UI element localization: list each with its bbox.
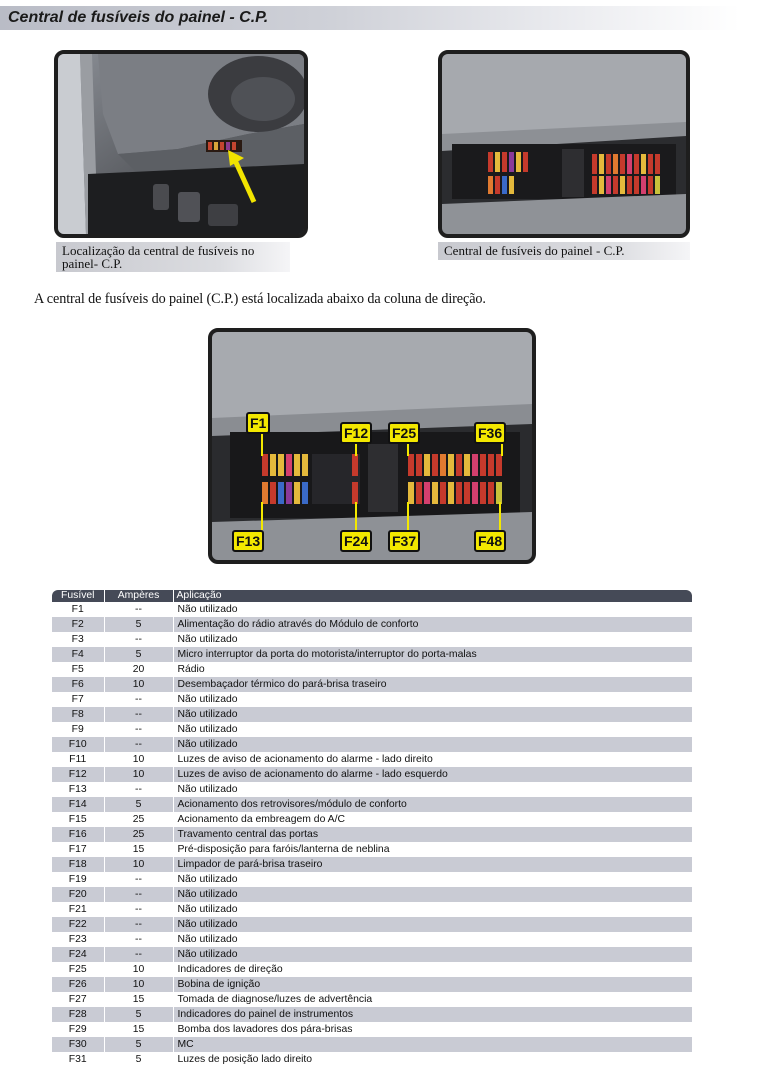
amperes-cell: 10 <box>104 857 173 872</box>
application-cell: Indicadores do painel de instrumentos <box>173 1007 692 1022</box>
fuse-id-cell: F29 <box>52 1022 104 1037</box>
fuse-id-cell: F26 <box>52 977 104 992</box>
application-cell: MC <box>173 1037 692 1052</box>
header-fusivel: Fusível <box>52 590 104 602</box>
fuse-id-cell: F22 <box>52 917 104 932</box>
amperes-cell: 5 <box>104 617 173 632</box>
fuse-panel-caption: Central de fusíveis do painel - C.P. <box>438 242 690 260</box>
location-caption: Localização da central de fusíveis no painel- C.P. <box>56 242 290 272</box>
amperes-cell: -- <box>104 872 173 887</box>
amperes-cell: -- <box>104 902 173 917</box>
table-row <box>52 707 692 722</box>
table-row <box>52 917 692 932</box>
application-cell: Não utilizado <box>173 692 692 707</box>
amperes-cell: 5 <box>104 1052 173 1067</box>
amperes-cell: 25 <box>104 827 173 842</box>
amperes-cell: -- <box>104 722 173 737</box>
table-row <box>52 902 692 917</box>
amperes-cell: 5 <box>104 1037 173 1052</box>
fuse-id-cell: F28 <box>52 1007 104 1022</box>
table-row <box>52 692 692 707</box>
table-header-row <box>52 590 692 602</box>
table-row <box>52 1037 692 1052</box>
amperes-cell: 5 <box>104 647 173 662</box>
amperes-cell: -- <box>104 917 173 932</box>
application-cell: Não utilizado <box>173 932 692 947</box>
table-row <box>52 737 692 752</box>
application-cell: Acionamento dos retrovisores/módulo de conforto <box>173 797 692 812</box>
page-header <box>0 0 781 36</box>
fuse-id-cell: F18 <box>52 857 104 872</box>
amperes-cell: 5 <box>104 797 173 812</box>
table-row <box>52 872 692 887</box>
table-row <box>52 992 692 1007</box>
application-cell: Não utilizado <box>173 737 692 752</box>
amperes-cell: -- <box>104 692 173 707</box>
location-photo <box>54 50 308 238</box>
amperes-cell: 10 <box>104 677 173 692</box>
table-row <box>52 812 692 827</box>
fuse-id-cell: F7 <box>52 692 104 707</box>
table-row <box>52 887 692 902</box>
fuse-id-cell: F8 <box>52 707 104 722</box>
table-row <box>52 632 692 647</box>
fuse-id-cell: F19 <box>52 872 104 887</box>
application-cell: Rádio <box>173 662 692 677</box>
table-row <box>52 962 692 977</box>
table-row <box>52 647 692 662</box>
table-row <box>52 677 692 692</box>
table-row <box>52 947 692 962</box>
location-photo-image <box>58 54 304 234</box>
amperes-cell: -- <box>104 782 173 797</box>
application-cell: Limpador de pará-brisa traseiro <box>173 857 692 872</box>
fuse-id-cell: F3 <box>52 632 104 647</box>
fuse-id-cell: F16 <box>52 827 104 842</box>
table-row <box>52 977 692 992</box>
header-aplicacao: Aplicação <box>173 590 692 602</box>
fuse-label-f48: F48 <box>474 530 506 552</box>
fuse-id-cell: F2 <box>52 617 104 632</box>
fuse-id-cell: F20 <box>52 887 104 902</box>
application-cell: Alimentação do rádio através do Módulo de conforto <box>173 617 692 632</box>
amperes-cell: 15 <box>104 992 173 1007</box>
application-cell: Não utilizado <box>173 947 692 962</box>
application-cell: Micro interruptor da porta do motorista/interruptor do porta-malas <box>173 647 692 662</box>
application-cell: Não utilizado <box>173 782 692 797</box>
header-amperes: Ampères <box>104 590 173 602</box>
fuse-id-cell: F24 <box>52 947 104 962</box>
fuse-label-f37: F37 <box>388 530 420 552</box>
fuse-label-f12: F12 <box>340 422 372 444</box>
fuse-id-cell: F12 <box>52 767 104 782</box>
application-cell: Não utilizado <box>173 722 692 737</box>
fuse-id-cell: F25 <box>52 962 104 977</box>
application-cell: Não utilizado <box>173 902 692 917</box>
amperes-cell: 10 <box>104 977 173 992</box>
application-cell: Não utilizado <box>173 917 692 932</box>
table-row <box>52 842 692 857</box>
table-row <box>52 602 692 617</box>
table-row <box>52 797 692 812</box>
amperes-cell: 15 <box>104 842 173 857</box>
fuse-label-f25: F25 <box>388 422 420 444</box>
application-cell: Indicadores de direção <box>173 962 692 977</box>
fuse-id-cell: F31 <box>52 1052 104 1067</box>
fuse-id-cell: F17 <box>52 842 104 857</box>
application-cell: Bomba dos lavadores dos pára-brisas <box>173 1022 692 1037</box>
fuse-id-cell: F14 <box>52 797 104 812</box>
fuse-label-f36: F36 <box>474 422 506 444</box>
fuse-panel-photo <box>438 50 690 238</box>
fuse-id-cell: F4 <box>52 647 104 662</box>
fuse-id-cell: F27 <box>52 992 104 1007</box>
amperes-cell: 20 <box>104 662 173 677</box>
fuse-id-cell: F23 <box>52 932 104 947</box>
application-cell: Desembaçador térmico do pará-brisa traseiro <box>173 677 692 692</box>
page-title: Central de fusíveis do painel - C.P. <box>8 9 269 26</box>
fuse-table <box>52 590 692 1067</box>
fuse-id-cell: F15 <box>52 812 104 827</box>
fuse-panel-photo-image <box>442 54 686 234</box>
table-row <box>52 722 692 737</box>
fuse-id-cell: F21 <box>52 902 104 917</box>
application-cell: Luzes de posição lado direito <box>173 1052 692 1067</box>
amperes-cell: -- <box>104 707 173 722</box>
amperes-cell: -- <box>104 737 173 752</box>
amperes-cell: 25 <box>104 812 173 827</box>
fuse-id-cell: F6 <box>52 677 104 692</box>
table-row <box>52 1022 692 1037</box>
amperes-cell: -- <box>104 947 173 962</box>
amperes-cell: -- <box>104 632 173 647</box>
application-cell: Luzes de aviso de acionamento do alarme - lado esquerdo <box>173 767 692 782</box>
amperes-cell: 10 <box>104 767 173 782</box>
application-cell: Não utilizado <box>173 872 692 887</box>
fuse-label-f24: F24 <box>340 530 372 552</box>
table-row <box>52 1052 692 1067</box>
table-row <box>52 617 692 632</box>
application-cell: Bobina de ignição <box>173 977 692 992</box>
table-row <box>52 1007 692 1022</box>
application-cell: Acionamento da embreagem do A/C <box>173 812 692 827</box>
amperes-cell: 10 <box>104 962 173 977</box>
fuse-diagram-photo <box>208 328 536 564</box>
application-cell: Pré-disposição para faróis/lanterna de neblina <box>173 842 692 857</box>
table-row <box>52 827 692 842</box>
application-cell: Não utilizado <box>173 632 692 647</box>
fuse-id-cell: F10 <box>52 737 104 752</box>
table-row <box>52 857 692 872</box>
fuse-diagram-image <box>212 332 532 560</box>
fuse-id-cell: F13 <box>52 782 104 797</box>
amperes-cell: -- <box>104 602 173 617</box>
table-row <box>52 662 692 677</box>
application-cell: Tomada de diagnose/luzes de advertência <box>173 992 692 1007</box>
application-cell: Luzes de aviso de acionamento do alarme - lado direito <box>173 752 692 767</box>
amperes-cell: -- <box>104 932 173 947</box>
application-cell: Não utilizado <box>173 887 692 902</box>
fuse-id-cell: F9 <box>52 722 104 737</box>
amperes-cell: -- <box>104 887 173 902</box>
table-row <box>52 932 692 947</box>
amperes-cell: 10 <box>104 752 173 767</box>
fuse-id-cell: F11 <box>52 752 104 767</box>
fuse-label-f1: F1 <box>246 412 270 434</box>
application-cell: Travamento central das portas <box>173 827 692 842</box>
fuse-id-cell: F30 <box>52 1037 104 1052</box>
application-cell: Não utilizado <box>173 602 692 617</box>
table-row <box>52 767 692 782</box>
intro-text: A central de fusíveis do painel (C.P.) está localizada abaixo da coluna de direção. <box>34 291 486 307</box>
fuse-label-f13: F13 <box>232 530 264 552</box>
application-cell: Não utilizado <box>173 707 692 722</box>
fuse-id-cell: F5 <box>52 662 104 677</box>
table-row <box>52 752 692 767</box>
table-body <box>52 602 692 1067</box>
amperes-cell: 5 <box>104 1007 173 1022</box>
amperes-cell: 15 <box>104 1022 173 1037</box>
fuse-id-cell: F1 <box>52 602 104 617</box>
table-row <box>52 782 692 797</box>
